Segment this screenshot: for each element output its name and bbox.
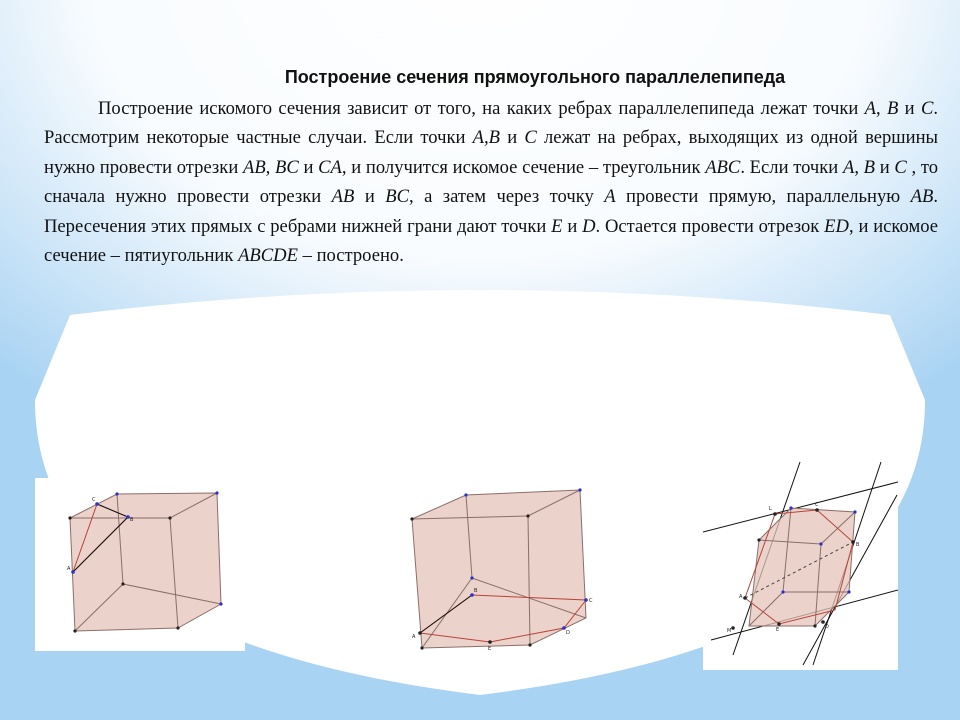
italic-term: D bbox=[582, 215, 596, 237]
italic-term: BC bbox=[385, 186, 409, 208]
italic-term: E bbox=[551, 215, 563, 237]
label-c: C bbox=[815, 502, 819, 508]
label-m: M bbox=[727, 628, 732, 634]
text-run: и bbox=[500, 127, 525, 149]
label-b: B bbox=[130, 517, 134, 523]
text-run: . Если точки bbox=[740, 156, 843, 178]
text-run: и bbox=[298, 156, 319, 178]
label-c: C bbox=[92, 497, 96, 503]
text-run: . Пересечения этих прямых с ребрами нижней грани дают точки bbox=[44, 186, 938, 237]
italic-term: AB, BC bbox=[242, 156, 299, 178]
slide-title: Построение сечения прямоугольного параллелепипеда bbox=[284, 67, 786, 87]
italic-term: ED bbox=[824, 215, 849, 237]
italic-term: CA bbox=[318, 156, 342, 178]
figure-pentagon-section bbox=[400, 480, 610, 655]
text-run: и bbox=[562, 215, 583, 237]
italic-term: AB bbox=[910, 186, 934, 208]
label-a: A bbox=[739, 594, 743, 600]
italic-term: C bbox=[524, 127, 537, 149]
text-run: , а затем через точку bbox=[408, 186, 605, 208]
body-paragraph bbox=[44, 94, 938, 270]
italic-term: B bbox=[863, 156, 876, 178]
label-a: A bbox=[412, 634, 416, 640]
label-c: C bbox=[589, 598, 593, 604]
italic-term: A bbox=[864, 98, 876, 119]
text-run: . Рассмотрим некоторые частные случаи. Если точки bbox=[44, 98, 939, 149]
italic-term: C bbox=[920, 98, 934, 119]
text-run: , bbox=[876, 98, 887, 119]
figure-extended-section bbox=[703, 460, 898, 670]
italic-term: ABCDE bbox=[238, 245, 298, 267]
label-e: E bbox=[488, 646, 492, 652]
italic-term: A,B bbox=[472, 127, 501, 149]
text-run: , и искомое сечение – пятиугольник bbox=[44, 215, 938, 267]
label-l: L bbox=[769, 506, 772, 512]
label-d: D bbox=[566, 630, 570, 636]
italic-term: B bbox=[886, 98, 899, 119]
label-a: A bbox=[67, 566, 71, 572]
text-run: , то сначала нужно провести отрезки bbox=[44, 156, 939, 208]
text-run: и bbox=[898, 98, 921, 119]
italic-term: ABC bbox=[705, 156, 741, 178]
text-run: , bbox=[854, 156, 864, 178]
label-e: E bbox=[776, 627, 780, 633]
slide-content bbox=[44, 64, 938, 270]
label-d: D bbox=[825, 624, 829, 630]
text-run: и bbox=[354, 186, 386, 208]
text-run: , и получится искомое сечение – треугольник bbox=[341, 156, 706, 178]
label-b: B bbox=[856, 542, 860, 548]
label-b: B bbox=[474, 588, 478, 594]
italic-term: A bbox=[604, 186, 616, 208]
text-run: и bbox=[875, 156, 895, 178]
text-run: . Остается провести отрезок bbox=[595, 215, 825, 237]
text-run: лежат на ребрах, выходящих из одной вершины нужно провести отрезки bbox=[44, 127, 939, 178]
text-run: Построение искомого сечения зависит от того, на каких ребрах параллелепипеда лежат точки bbox=[98, 98, 865, 119]
text-run: – построено. bbox=[297, 245, 404, 267]
text-run: провести прямую, параллельную bbox=[615, 186, 911, 208]
italic-term: C bbox=[894, 156, 907, 178]
figure-triangle-section bbox=[35, 478, 245, 651]
italic-term: A bbox=[842, 156, 855, 178]
italic-term: AB bbox=[331, 186, 355, 208]
